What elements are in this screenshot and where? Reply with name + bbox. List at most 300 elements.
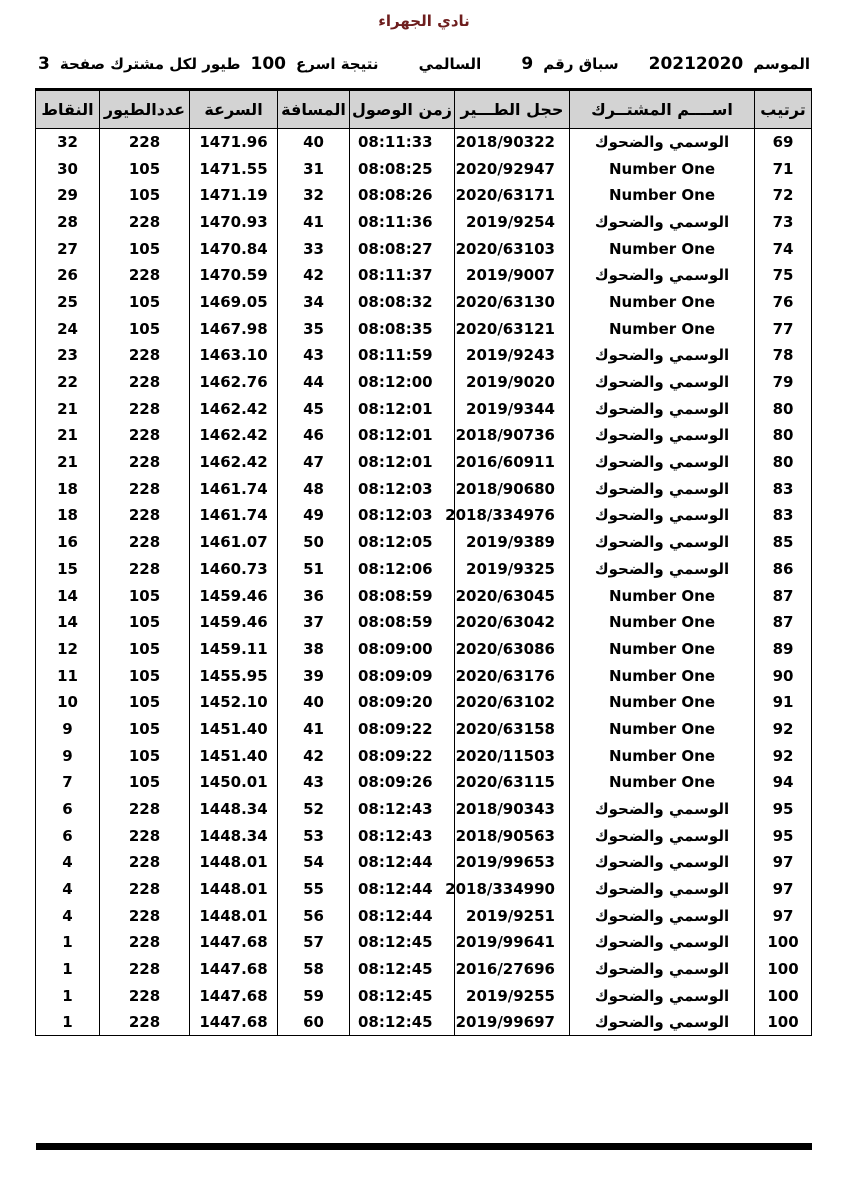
cell-bird-ring: 2019/9243 [455,342,570,369]
race-number: 9 [521,54,534,74]
cell-rank: 100 [755,1009,812,1036]
col-header-bird-ring: حجل الطـــير [455,90,570,129]
cell-arrival-time: 08:09:26 [350,769,455,796]
cell-birds-count: 105 [100,235,190,262]
table-row [36,662,812,689]
cell-sequence: 60 [278,1009,350,1036]
cell-bird-ring: 2018/90680 [455,475,570,502]
cell-rank: 87 [755,609,812,636]
table-header-row [36,90,812,129]
table-row [36,582,812,609]
season-race-info [521,54,810,74]
cell-rank: 72 [755,182,812,209]
cell-participant-name: الوسمي والضحوك [570,449,755,476]
cell-points: 9 [36,716,100,743]
cell-speed: 1471.96 [190,129,278,156]
cell-points: 4 [36,876,100,903]
cell-bird-ring: 2020/63102 [455,689,570,716]
cell-participant-name: الوسمي والضحوك [570,262,755,289]
cell-rank: 76 [755,289,812,316]
table-row [36,235,812,262]
cell-rank: 74 [755,235,812,262]
cell-bird-ring: 2020/63121 [455,315,570,342]
cell-rank: 80 [755,422,812,449]
cell-speed: 1462.42 [190,449,278,476]
cell-points: 16 [36,529,100,556]
cell-sequence: 43 [278,769,350,796]
cell-participant-name: الوسمي والضحوك [570,983,755,1010]
cell-sequence: 42 [278,262,350,289]
col-header-speed: السرعة [190,90,278,129]
cell-sequence: 48 [278,475,350,502]
cell-birds-count: 228 [100,502,190,529]
cell-rank: 97 [755,876,812,903]
table-row [36,609,812,636]
cell-points: 21 [36,395,100,422]
cell-birds-count: 228 [100,1009,190,1036]
cell-bird-ring: 2020/63115 [455,769,570,796]
cell-birds-count: 105 [100,182,190,209]
cell-arrival-time: 08:08:59 [350,609,455,636]
cell-points: 12 [36,636,100,663]
table-row [36,262,812,289]
cell-arrival-time: 08:08:35 [350,315,455,342]
cell-birds-count: 228 [100,796,190,823]
cell-sequence: 50 [278,529,350,556]
cell-bird-ring: 2016/60911 [455,449,570,476]
cell-participant-name: الوسمي والضحوك [570,876,755,903]
race-number-label: سباق رقم [543,55,619,73]
cell-participant-name: Number One [570,155,755,182]
cell-participant-name: Number One [570,662,755,689]
cell-sequence: 42 [278,742,350,769]
table-row [36,822,812,849]
cell-speed: 1450.01 [190,769,278,796]
cell-participant-name: الوسمي والضحوك [570,369,755,396]
cell-points: 28 [36,209,100,236]
cell-speed: 1451.40 [190,716,278,743]
table-row [36,769,812,796]
cell-arrival-time: 08:08:25 [350,155,455,182]
cell-arrival-time: 08:12:03 [350,475,455,502]
cell-participant-name: Number One [570,716,755,743]
cell-points: 21 [36,449,100,476]
cell-points: 1 [36,1009,100,1036]
table-row [36,502,812,529]
cell-rank: 73 [755,209,812,236]
cell-sequence: 36 [278,582,350,609]
cell-birds-count: 228 [100,262,190,289]
cell-birds-count: 228 [100,129,190,156]
cell-birds-count: 228 [100,849,190,876]
cell-points: 10 [36,689,100,716]
cell-speed: 1448.34 [190,822,278,849]
cell-sequence: 34 [278,289,350,316]
cell-arrival-time: 08:12:01 [350,395,455,422]
cell-points: 32 [36,129,100,156]
cell-participant-name: Number One [570,689,755,716]
cell-participant-name: الوسمي والضحوك [570,849,755,876]
cell-rank: 100 [755,983,812,1010]
cell-rank: 91 [755,689,812,716]
result-prefix: نتيجة اسرع [296,55,379,73]
cell-speed: 1471.55 [190,155,278,182]
cell-birds-count: 228 [100,929,190,956]
table-row [36,983,812,1010]
cell-birds-count: 228 [100,822,190,849]
cell-speed: 1470.93 [190,209,278,236]
cell-sequence: 39 [278,662,350,689]
cell-speed: 1448.01 [190,849,278,876]
cell-arrival-time: 08:08:27 [350,235,455,262]
cell-rank: 75 [755,262,812,289]
cell-points: 11 [36,662,100,689]
table-row [36,395,812,422]
cell-birds-count: 105 [100,155,190,182]
table-row [36,422,812,449]
cell-rank: 79 [755,369,812,396]
cell-points: 6 [36,822,100,849]
cell-birds-count: 228 [100,902,190,929]
cell-rank: 95 [755,796,812,823]
cell-speed: 1462.42 [190,422,278,449]
table-row [36,689,812,716]
page-number: 3 [38,54,50,74]
table-row [36,209,812,236]
cell-birds-count: 228 [100,422,190,449]
cell-bird-ring: 2018/90736 [455,422,570,449]
cell-rank: 71 [755,155,812,182]
table-row [36,636,812,663]
cell-arrival-time: 08:12:43 [350,796,455,823]
table-row [36,182,812,209]
results-table [35,88,812,1036]
cell-bird-ring: 2019/9254 [455,209,570,236]
table-row [36,902,812,929]
cell-birds-count: 228 [100,529,190,556]
cell-points: 30 [36,155,100,182]
cell-arrival-time: 08:12:06 [350,556,455,583]
cell-participant-name: الوسمي والضحوك [570,422,755,449]
cell-rank: 69 [755,129,812,156]
table-row [36,849,812,876]
cell-points: 18 [36,502,100,529]
cell-rank: 90 [755,662,812,689]
cell-speed: 1461.74 [190,502,278,529]
cell-bird-ring: 2018/90563 [455,822,570,849]
cell-birds-count: 105 [100,582,190,609]
cell-bird-ring: 2020/63045 [455,582,570,609]
table-row [36,529,812,556]
cell-participant-name: الوسمي والضحوك [570,929,755,956]
cell-bird-ring: 2019/9251 [455,902,570,929]
cell-points: 22 [36,369,100,396]
cell-bird-ring: 2019/99653 [455,849,570,876]
cell-participant-name: الوسمي والضحوك [570,796,755,823]
cell-birds-count: 228 [100,876,190,903]
cell-bird-ring: 2020/63158 [455,716,570,743]
cell-birds-count: 228 [100,449,190,476]
cell-bird-ring: 2020/63103 [455,235,570,262]
cell-arrival-time: 08:11:33 [350,129,455,156]
cell-bird-ring: 2018/90343 [455,796,570,823]
cell-participant-name: Number One [570,609,755,636]
cell-bird-ring: 2020/63171 [455,182,570,209]
cell-sequence: 43 [278,342,350,369]
cell-speed: 1459.46 [190,582,278,609]
cell-speed: 1462.76 [190,369,278,396]
cell-participant-name: الوسمي والضحوك [570,129,755,156]
cell-sequence: 31 [278,155,350,182]
cell-points: 15 [36,556,100,583]
cell-points: 6 [36,796,100,823]
cell-sequence: 57 [278,929,350,956]
cell-points: 4 [36,902,100,929]
cell-bird-ring: 2018/90322 [455,129,570,156]
cell-participant-name: Number One [570,289,755,316]
table-row [36,716,812,743]
cell-points: 1 [36,929,100,956]
cell-speed: 1461.07 [190,529,278,556]
race-name: السالمي [418,55,482,73]
cell-rank: 77 [755,315,812,342]
col-header-sequence: المسافة [278,90,350,129]
cell-rank: 100 [755,956,812,983]
cell-participant-name: الوسمي والضحوك [570,956,755,983]
cell-participant-name: الوسمي والضحوك [570,342,755,369]
cell-speed: 1463.10 [190,342,278,369]
col-header-rank: ترتيب [755,90,812,129]
cell-speed: 1451.40 [190,742,278,769]
cell-birds-count: 228 [100,556,190,583]
table-row [36,475,812,502]
cell-birds-count: 105 [100,689,190,716]
cell-speed: 1470.59 [190,262,278,289]
cell-speed: 1447.68 [190,1009,278,1036]
cell-participant-name: Number One [570,636,755,663]
col-header-birds-count: عددالطيور [100,90,190,129]
cell-sequence: 40 [278,689,350,716]
cell-sequence: 52 [278,796,350,823]
cell-arrival-time: 08:08:59 [350,582,455,609]
cell-rank: 89 [755,636,812,663]
cell-rank: 94 [755,769,812,796]
cell-participant-name: الوسمي والضحوك [570,902,755,929]
cell-rank: 92 [755,742,812,769]
cell-arrival-time: 08:11:37 [350,262,455,289]
table-row [36,129,812,156]
cell-birds-count: 105 [100,742,190,769]
cell-bird-ring: 2019/9344 [455,395,570,422]
table-row [36,929,812,956]
cell-birds-count: 105 [100,662,190,689]
table-row [36,369,812,396]
cell-arrival-time: 08:09:00 [350,636,455,663]
cell-birds-count: 228 [100,369,190,396]
cell-sequence: 38 [278,636,350,663]
table-row [36,556,812,583]
cell-sequence: 44 [278,369,350,396]
cell-birds-count: 105 [100,315,190,342]
cell-sequence: 45 [278,395,350,422]
table-row [36,796,812,823]
cell-birds-count: 228 [100,342,190,369]
table-row [36,742,812,769]
cell-sequence: 40 [278,129,350,156]
cell-arrival-time: 08:09:22 [350,742,455,769]
table-row [36,1009,812,1036]
cell-birds-count: 228 [100,956,190,983]
cell-rank: 97 [755,849,812,876]
race-name-group [419,55,482,73]
cell-arrival-time: 08:12:45 [350,983,455,1010]
cell-points: 29 [36,182,100,209]
cell-speed: 1469.05 [190,289,278,316]
cell-points: 25 [36,289,100,316]
cell-speed: 1461.74 [190,475,278,502]
cell-arrival-time: 08:12:05 [350,529,455,556]
cell-participant-name: الوسمي والضحوك [570,395,755,422]
cell-participant-name: Number One [570,582,755,609]
cell-sequence: 58 [278,956,350,983]
cell-sequence: 49 [278,502,350,529]
cell-speed: 1471.19 [190,182,278,209]
cell-bird-ring: 2020/63086 [455,636,570,663]
cell-speed: 1460.73 [190,556,278,583]
cell-participant-name: الوسمي والضحوك [570,209,755,236]
col-header-arrival-time: زمن الوصول [350,90,455,129]
cell-speed: 1448.34 [190,796,278,823]
cell-bird-ring: 2019/9255 [455,983,570,1010]
table-row [36,289,812,316]
table-body [36,129,812,1036]
cell-bird-ring: 2016/27696 [455,956,570,983]
cell-sequence: 59 [278,983,350,1010]
cell-participant-name: Number One [570,315,755,342]
cell-birds-count: 228 [100,395,190,422]
cell-bird-ring: 2020/63130 [455,289,570,316]
cell-sequence: 41 [278,716,350,743]
cell-bird-ring: 2020/63042 [455,609,570,636]
cell-points: 23 [36,342,100,369]
cell-points: 21 [36,422,100,449]
cell-sequence: 46 [278,422,350,449]
cell-speed: 1470.84 [190,235,278,262]
cell-arrival-time: 08:12:44 [350,849,455,876]
cell-participant-name: Number One [570,742,755,769]
cell-points: 18 [36,475,100,502]
cell-points: 26 [36,262,100,289]
table-row [36,956,812,983]
cell-bird-ring: 2020/92947 [455,155,570,182]
cell-points: 7 [36,769,100,796]
report-subheader [38,54,810,74]
cell-arrival-time: 08:08:26 [350,182,455,209]
cell-birds-count: 105 [100,289,190,316]
cell-birds-count: 228 [100,209,190,236]
cell-birds-count: 228 [100,983,190,1010]
cell-points: 24 [36,315,100,342]
table-row [36,155,812,182]
cell-bird-ring: 2019/99641 [455,929,570,956]
cell-sequence: 51 [278,556,350,583]
cell-birds-count: 105 [100,609,190,636]
cell-rank: 86 [755,556,812,583]
cell-arrival-time: 08:12:01 [350,422,455,449]
cell-sequence: 53 [278,822,350,849]
cell-rank: 92 [755,716,812,743]
cell-sequence: 33 [278,235,350,262]
cell-rank: 85 [755,529,812,556]
cell-speed: 1459.11 [190,636,278,663]
result-count: 100 [250,54,286,74]
cell-speed: 1448.01 [190,876,278,903]
cell-participant-name: الوسمي والضحوك [570,556,755,583]
col-header-participant-name: اســــم المشتــرك [570,90,755,129]
cell-participant-name: Number One [570,235,755,262]
cell-bird-ring: 2019/9389 [455,529,570,556]
season-value: 20212020 [648,54,744,74]
cell-rank: 97 [755,902,812,929]
cell-sequence: 37 [278,609,350,636]
cell-participant-name: Number One [570,769,755,796]
cell-arrival-time: 08:12:44 [350,876,455,903]
cell-arrival-time: 08:12:03 [350,502,455,529]
cell-birds-count: 105 [100,636,190,663]
table-row [36,342,812,369]
cell-arrival-time: 08:09:20 [350,689,455,716]
cell-sequence: 47 [278,449,350,476]
cell-speed: 1452.10 [190,689,278,716]
table-row [36,315,812,342]
cell-sequence: 55 [278,876,350,903]
result-info [38,54,378,74]
cell-birds-count: 105 [100,716,190,743]
season-label: الموسم [753,55,810,73]
cell-bird-ring: 2018/334990 [455,876,570,903]
cell-birds-count: 228 [100,475,190,502]
cell-points: 27 [36,235,100,262]
cell-participant-name: الوسمي والضحوك [570,822,755,849]
cell-rank: 80 [755,449,812,476]
result-suffix: طيور لكل مشترك صفحة [59,55,241,73]
cell-arrival-time: 08:12:45 [350,956,455,983]
cell-participant-name: الوسمي والضحوك [570,529,755,556]
cell-speed: 1455.95 [190,662,278,689]
cell-points: 1 [36,956,100,983]
cell-speed: 1447.68 [190,956,278,983]
cell-bird-ring: 2020/63176 [455,662,570,689]
cell-arrival-time: 08:12:00 [350,369,455,396]
cell-points: 14 [36,582,100,609]
cell-arrival-time: 08:12:01 [350,449,455,476]
cell-arrival-time: 08:11:59 [350,342,455,369]
cell-sequence: 41 [278,209,350,236]
cell-participant-name: Number One [570,182,755,209]
cell-rank: 87 [755,582,812,609]
cell-participant-name: الوسمي والضحوك [570,502,755,529]
cell-rank: 83 [755,502,812,529]
cell-participant-name: الوسمي والضحوك [570,1009,755,1036]
cell-arrival-time: 08:12:45 [350,1009,455,1036]
table-row [36,449,812,476]
cell-bird-ring: 2019/99697 [455,1009,570,1036]
cell-bird-ring: 2018/334976 [455,502,570,529]
cell-arrival-time: 08:12:43 [350,822,455,849]
cell-rank: 100 [755,929,812,956]
club-title: نادي الجهراء [378,12,470,30]
col-header-points: النقاط [36,90,100,129]
